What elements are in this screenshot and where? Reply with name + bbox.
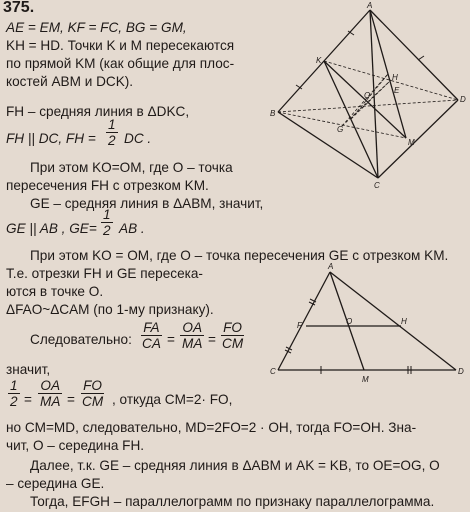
label-f: F xyxy=(297,321,302,330)
label-c2: C xyxy=(270,367,276,376)
equals-sign: = xyxy=(167,332,175,347)
equals-sign: = xyxy=(208,332,216,347)
triangle-figure xyxy=(268,260,468,388)
text-line: ΔFAO~ΔCAM (по 1-му признаку). xyxy=(6,302,214,317)
fraction-fa-ca: $\frac{FA}{CA}$ xyxy=(142,320,161,351)
label-o2: O xyxy=(346,317,353,326)
fraction-oa-ma-2: $\frac{OA}{MA}$ xyxy=(40,378,61,409)
fraction-oa-ma: $\frac{OA}{MA}$ xyxy=(182,320,203,351)
text-line: KH = HD. Точки K и M пересекаются xyxy=(6,38,235,53)
text-line: При этом KO=OM, где O – точка xyxy=(30,160,233,175)
text-line: ются в точке O. xyxy=(6,284,104,299)
fraction-half-2: $\frac{1}{2}$ xyxy=(103,207,111,238)
text-line: GE || AB , GE= xyxy=(6,221,97,236)
label-g: G xyxy=(337,125,344,134)
label-h: H xyxy=(392,73,398,82)
text-line: Т.е. отрезки FH и GE пересека- xyxy=(6,266,203,281)
text-line: GE – средняя линия в ΔABM, значит, xyxy=(30,196,264,211)
fraction-fo-cm-2: $\frac{FO}{CM}$ xyxy=(82,378,104,409)
text-line: костей ABM и DCK). xyxy=(6,74,134,89)
text-line: по прямой KM (как общие для плос- xyxy=(6,56,235,71)
fraction-half-1: $\frac{1}{2}$ xyxy=(108,117,116,148)
label-k: K xyxy=(316,56,322,65)
problem-number: 375. xyxy=(3,0,35,16)
label-d2: D xyxy=(458,367,464,376)
text-line: AB . xyxy=(119,221,145,236)
label-m: M xyxy=(408,138,415,147)
text-line: FH || DC, FH = xyxy=(6,131,96,146)
text-line: Следовательно: xyxy=(30,332,132,347)
text-line: значит, xyxy=(6,362,51,377)
fraction-fo-cm: $\frac{FO}{CM}$ xyxy=(222,320,244,351)
text-line: но CM=MD, следовательно, MD=2FO=2 · OH, тогда FO=OH. Зна- xyxy=(6,420,417,435)
label-d: D xyxy=(460,95,466,104)
tetrahedron-figure xyxy=(268,0,468,192)
label-m2: M xyxy=(362,375,369,384)
text-line: Тогда, EFGH – параллелограмм по признаку параллелограмма. xyxy=(30,494,435,509)
label-a: A xyxy=(367,1,373,10)
text-line: AE = EM, KF = FC, BG = GM, xyxy=(6,20,187,35)
equals-sign: = xyxy=(24,392,32,407)
label-c: C xyxy=(374,181,380,190)
text-line: Далее, т.к. GE – средняя линия в ΔABM и AK = KB, то OE=OG, O xyxy=(30,458,440,473)
label-e: E xyxy=(394,86,400,95)
fraction-half-3: $\frac{1}{2}$ xyxy=(10,378,18,409)
vertex-labels xyxy=(270,1,466,190)
label-h2: H xyxy=(401,317,407,326)
text-line: чит, O – середина FH. xyxy=(6,438,145,453)
label-b: B xyxy=(270,109,276,118)
text-line: FH – средняя линия в ΔDKC, xyxy=(6,104,190,119)
label-a2: A xyxy=(328,262,334,271)
label-o: O xyxy=(364,91,371,100)
text-line: При этом KO = OM, где O – точка пересечения GE с отрезком KM. xyxy=(30,248,449,263)
triangle-labels xyxy=(270,262,464,384)
equals-sign: = xyxy=(67,392,75,407)
text-line: – середина GE. xyxy=(6,476,105,491)
text-line: пересечения FH с отрезком KM. xyxy=(6,178,209,193)
text-line: DC . xyxy=(124,131,152,146)
text-line: , откуда CM=2· FO, xyxy=(112,392,233,407)
